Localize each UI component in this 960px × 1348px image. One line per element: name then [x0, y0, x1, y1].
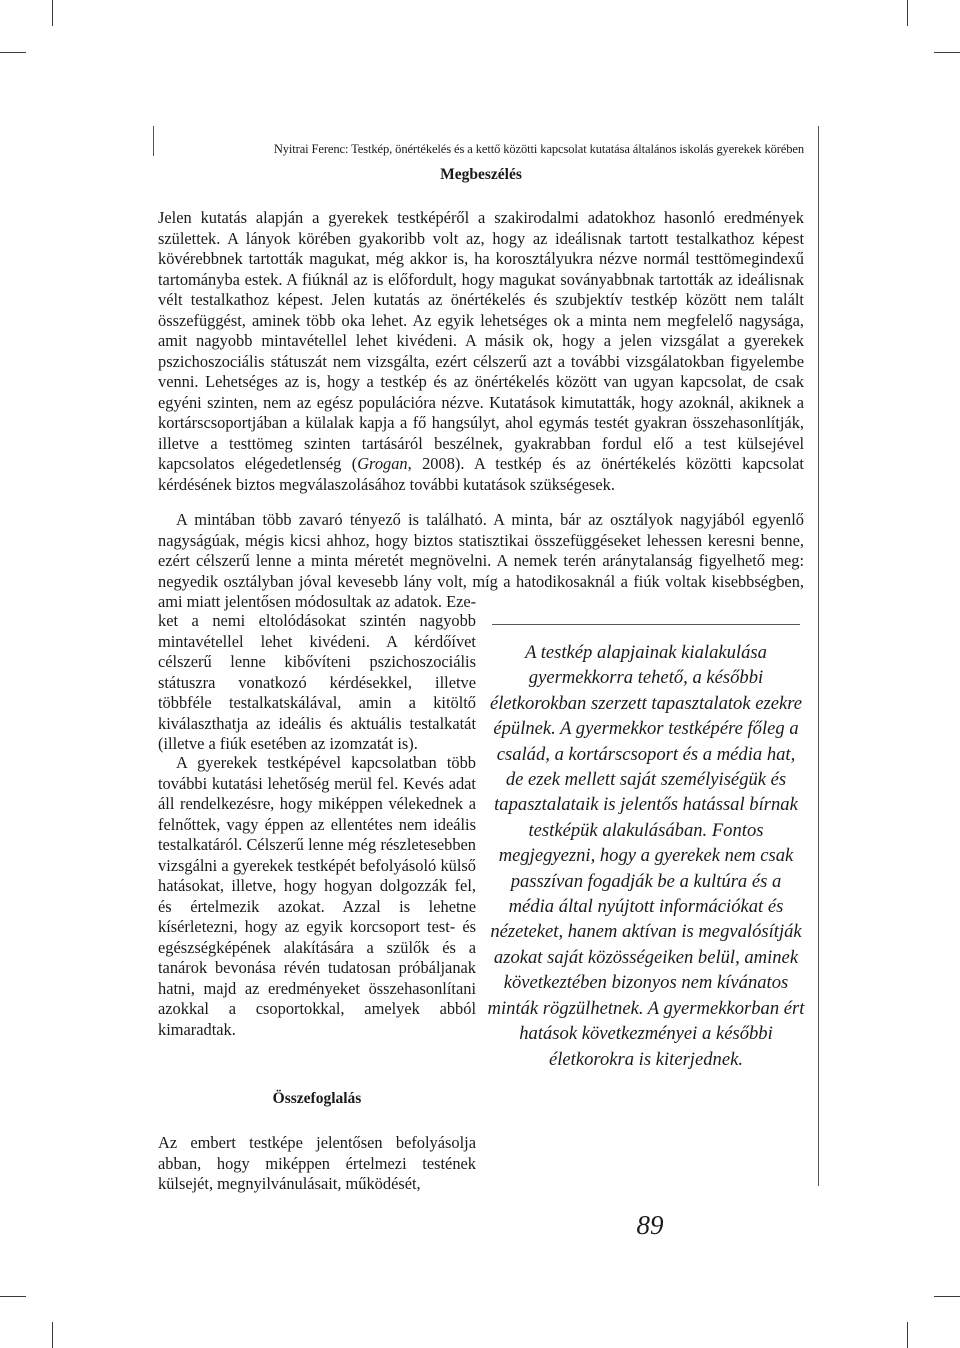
discussion-paragraph-2: A mintában több zavaró tényező is található. A minta, bár az osztályok nagyjából egyenlő nagyságúak, mégis kicsi ahhoz, hogy biztos statisztikai összefüggéseket lehessen keresni benne, ezért célszerű lenne a minta méretét megnövelni. A nemek terén aránytalanság figyelhető meg: negyedik osztályban jóval kevesebb lány volt, míg a hatodikosaknál a fiúk voltak kisebbségben, ami miatt jelentősen módosultak az adatok. Eze-: [158, 510, 804, 611]
running-head: Nyitrai Ferenc: Testkép, önértékelés és a kettő közötti kapcsolat kutatása általános iskolás gyerekek körében: [273, 142, 804, 156]
summary-title: Összefoglalás: [272, 1090, 362, 1107]
crop-mark: [934, 52, 960, 53]
header-rule-left: [153, 126, 154, 156]
discussion-paragraph-1: Jelen kutatás alapján a gyerekek testképéről a szakirodalmi adatokhoz hasonló eredmények születtek. A lányok körében gyakoribb volt az, hogy az ideálisnak tartott testalkathoz képest kövérebbnek tartották magukat, még akkor is, ha korosztályukra nézve normál testtömegindexű tartományba estek. A fiúknál az is előfordult, hogy magukat soványabbnak tartották az ideálisnak vélt testalkathoz képest. Jelen kutatás az önértékelés és szubjektív testkép között nem talált összefüggést, aminek több oka lehet. Az egyik lehetséges ok a minta nem megfelelő nagysága, amit nagyobb mintavétellel lehet kivédeni. A másik ok, hogy a jelen vizsgálat a gyerekek pszichoszociális státuszát nem vizsgálta, ezért célszerű azt a további vizsgálatokban figyelembe venni. Lehetséges az is, hogy a testkép és az önértékelés között van ugyan kapcsolat, de csak egyéni szinten, nem az egész populációra nézve. Kutatások kimutatták, hogy azoknál, akiknek a kortárscsoportjában a külalak kapja a fő hangsúlyt, ahol egymás testét gyakran összehasonlítják, illetve a testtömeg szinten tartásáról beszélnek, gyakrabban fordul elő a test külsejével kapcsolatos elégedetlenség (Grogan, 2008). A testkép és az önértékelés közötti kapcsolat kérdésének biztos megválaszolásához további kutatások szükségesek.: [158, 208, 804, 494]
crop-mark: [0, 1296, 26, 1297]
page-number: 89: [636, 1210, 664, 1240]
crop-mark: [0, 52, 26, 53]
pull-quote-rule: [492, 624, 800, 625]
crop-mark: [934, 1296, 960, 1297]
crop-mark: [52, 1322, 53, 1348]
section-title: Megbeszélés: [440, 166, 522, 183]
header-rule-right: [818, 126, 819, 1186]
pull-quote: A testkép alapjainak kialakulása gyermekkorra tehető, a későbbi életkorokban szerzett tapasztalatok ezekre épülnek. A gyermekkor testképére főleg a család, a kortárscsoport és a média hat, de ezek mellett saját személyiségük és tapasztalataik is jelentős hatással bírnak testképük alakulásában. Fontos megjegyezni, hogy a gyerekek nem csak passzívan fogadják be a kultúra és a média által nyújtott információkat és nézeteket, hanem aktívan is megvalósítják azokat saját közösségeiken belül, aminek következtében bizonyos nem kívánatos minták rögzülhetnek. A gyermekkorban ért hatások következményei a későbbi életkorokra is kiterjednek.: [487, 642, 805, 1070]
citation-author: Grogan: [357, 454, 408, 473]
discussion-paragraph-3: ket a nemi eltolódásokat szintén nagyobb mintavétellel lehet kivédeni. A kérdőívet célszerű lenne kibővíteni pszichoszociális státuszra vonatkozó kérdésekkel, illetve többféle testalkatskálával, amin a kitöltő kiválaszthatja az ideális és aktuális testalkatát (illetve a fiúk esetében az izomzatát is).: [158, 611, 476, 753]
summary-paragraph: Az embert testképe jelentősen befolyásolja abban, hogy miképpen értelmezi testének külsejét, megnyilvánulásait, működését,: [158, 1133, 476, 1193]
crop-mark: [907, 0, 908, 26]
crop-mark: [907, 1322, 908, 1348]
discussion-paragraph-4: A gyerekek testképével kapcsolatban több további kutatási lehetőség merül fel. Kevés adat áll rendelkezésre, hogy miképpen vélekednek a felnőttek, vagy éppen az ellentétes nem ideális testalkatáról. Célszerű lenne még részletesebben vizsgálni a gyerekek testképét befolyásoló külső hatásokat, illetve, hogy hogyan dolgozzák fel, és értelmezik azokat. Azzal is lehetne kísérletezni, hogy az egyik korcsoport test- és egészségképének alakítására a szülők és a tanárok bevonása révén tudatosan próbáljanak hatni, majd az eredményeket összehasonlítani azokkal a csoportokkal, amelyek abból kimaradtak.: [158, 753, 476, 1039]
crop-mark: [52, 0, 53, 26]
